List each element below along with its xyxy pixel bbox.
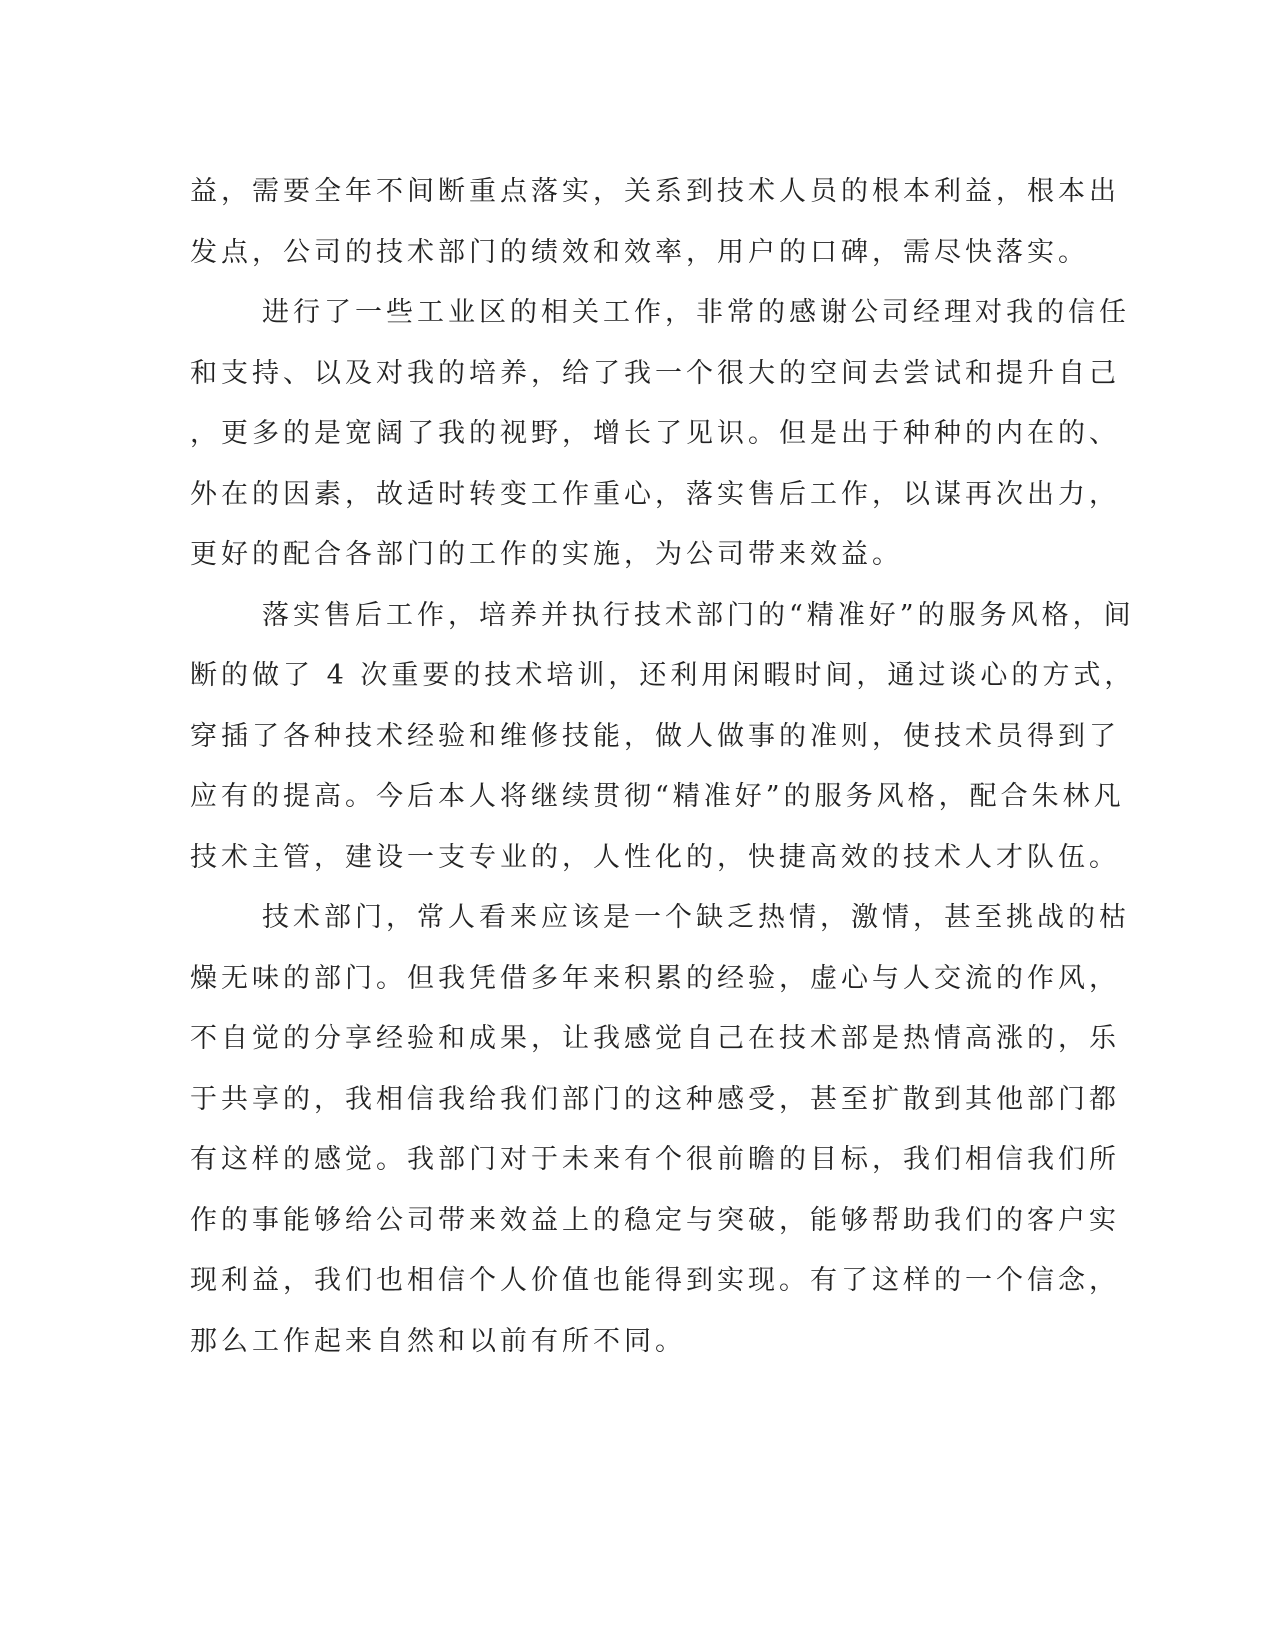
text-line: 于共享的，我相信我给我们部门的这种感受，甚至扩散到其他部门都 (190, 1083, 1120, 1115)
paragraph-1 (190, 162, 1120, 283)
text-line: 和支持、以及对我的培养，给了我一个很大的空间去尝试和提升自己 (190, 357, 1120, 389)
paragraph-4 (190, 888, 1130, 1372)
text-line: 更好的配合各部门的工作的实施，为公司带来效益。 (190, 539, 903, 570)
text-line: 作的事能够给公司带来效益上的稳定与突破，能够帮助我们的客户实 (190, 1204, 1120, 1236)
text-line: 不自觉的分享经验和成果，让我感觉自己在技术部是热情高涨的，乐 (190, 1023, 1120, 1054)
text-line: 现利益，我们也相信个人价值也能得到实现。有了这样的一个信念， (190, 1265, 1120, 1296)
text-line: 应有的提高。今后本人将继续贯彻“精准好”的服务风格，配合朱林凡 (190, 781, 1125, 812)
text-line: 进行了一些工业区的相关工作，非常的感谢公司经理对我的信任 (262, 297, 1130, 328)
text-line: 落实售后工作，培养并执行技术部门的“精准好”的服务风格，间 (262, 599, 1135, 631)
text-line: 外在的因素，故适时转变工作重心，落实售后工作，以谋再次出力， (190, 478, 1120, 510)
text-line: 燥无味的部门。但我凭借多年来积累的经验，虚心与人交流的作风， (190, 962, 1120, 994)
text-line: 发点，公司的技术部门的绩效和效率，用户的口碑，需尽快落实。 (190, 236, 1089, 268)
text-line: 那么工作起来自然和以前有所不同。 (190, 1325, 686, 1357)
text-line: ，更多的是宽阔了我的视野，增长了见识。但是出于种种的内在的、 (190, 418, 1120, 449)
paragraph-2 (190, 283, 1130, 586)
text-line: 有这样的感觉。我部门对于未来有个很前瞻的目标，我们相信我们所 (190, 1144, 1120, 1175)
text-line: 断的做了 4 次重要的技术培训，还利用闲暇时间，通过谈心的方式， (190, 660, 1136, 691)
document-body (190, 162, 1136, 1372)
text-line: 益，需要全年不间断重点落实，关系到技术人员的根本利益，根本出 (190, 176, 1120, 207)
text-line: 技术主管，建设一支专业的，人性化的，快捷高效的技术人才队伍。 (190, 841, 1120, 873)
text-line: 技术部门，常人看来应该是一个缺乏热情，激情，甚至挑战的枯 (262, 902, 1130, 933)
text-line: 穿插了各种技术经验和维修技能，做人做事的准则，使技术员得到了 (190, 720, 1120, 752)
paragraph-3 (190, 586, 1136, 889)
